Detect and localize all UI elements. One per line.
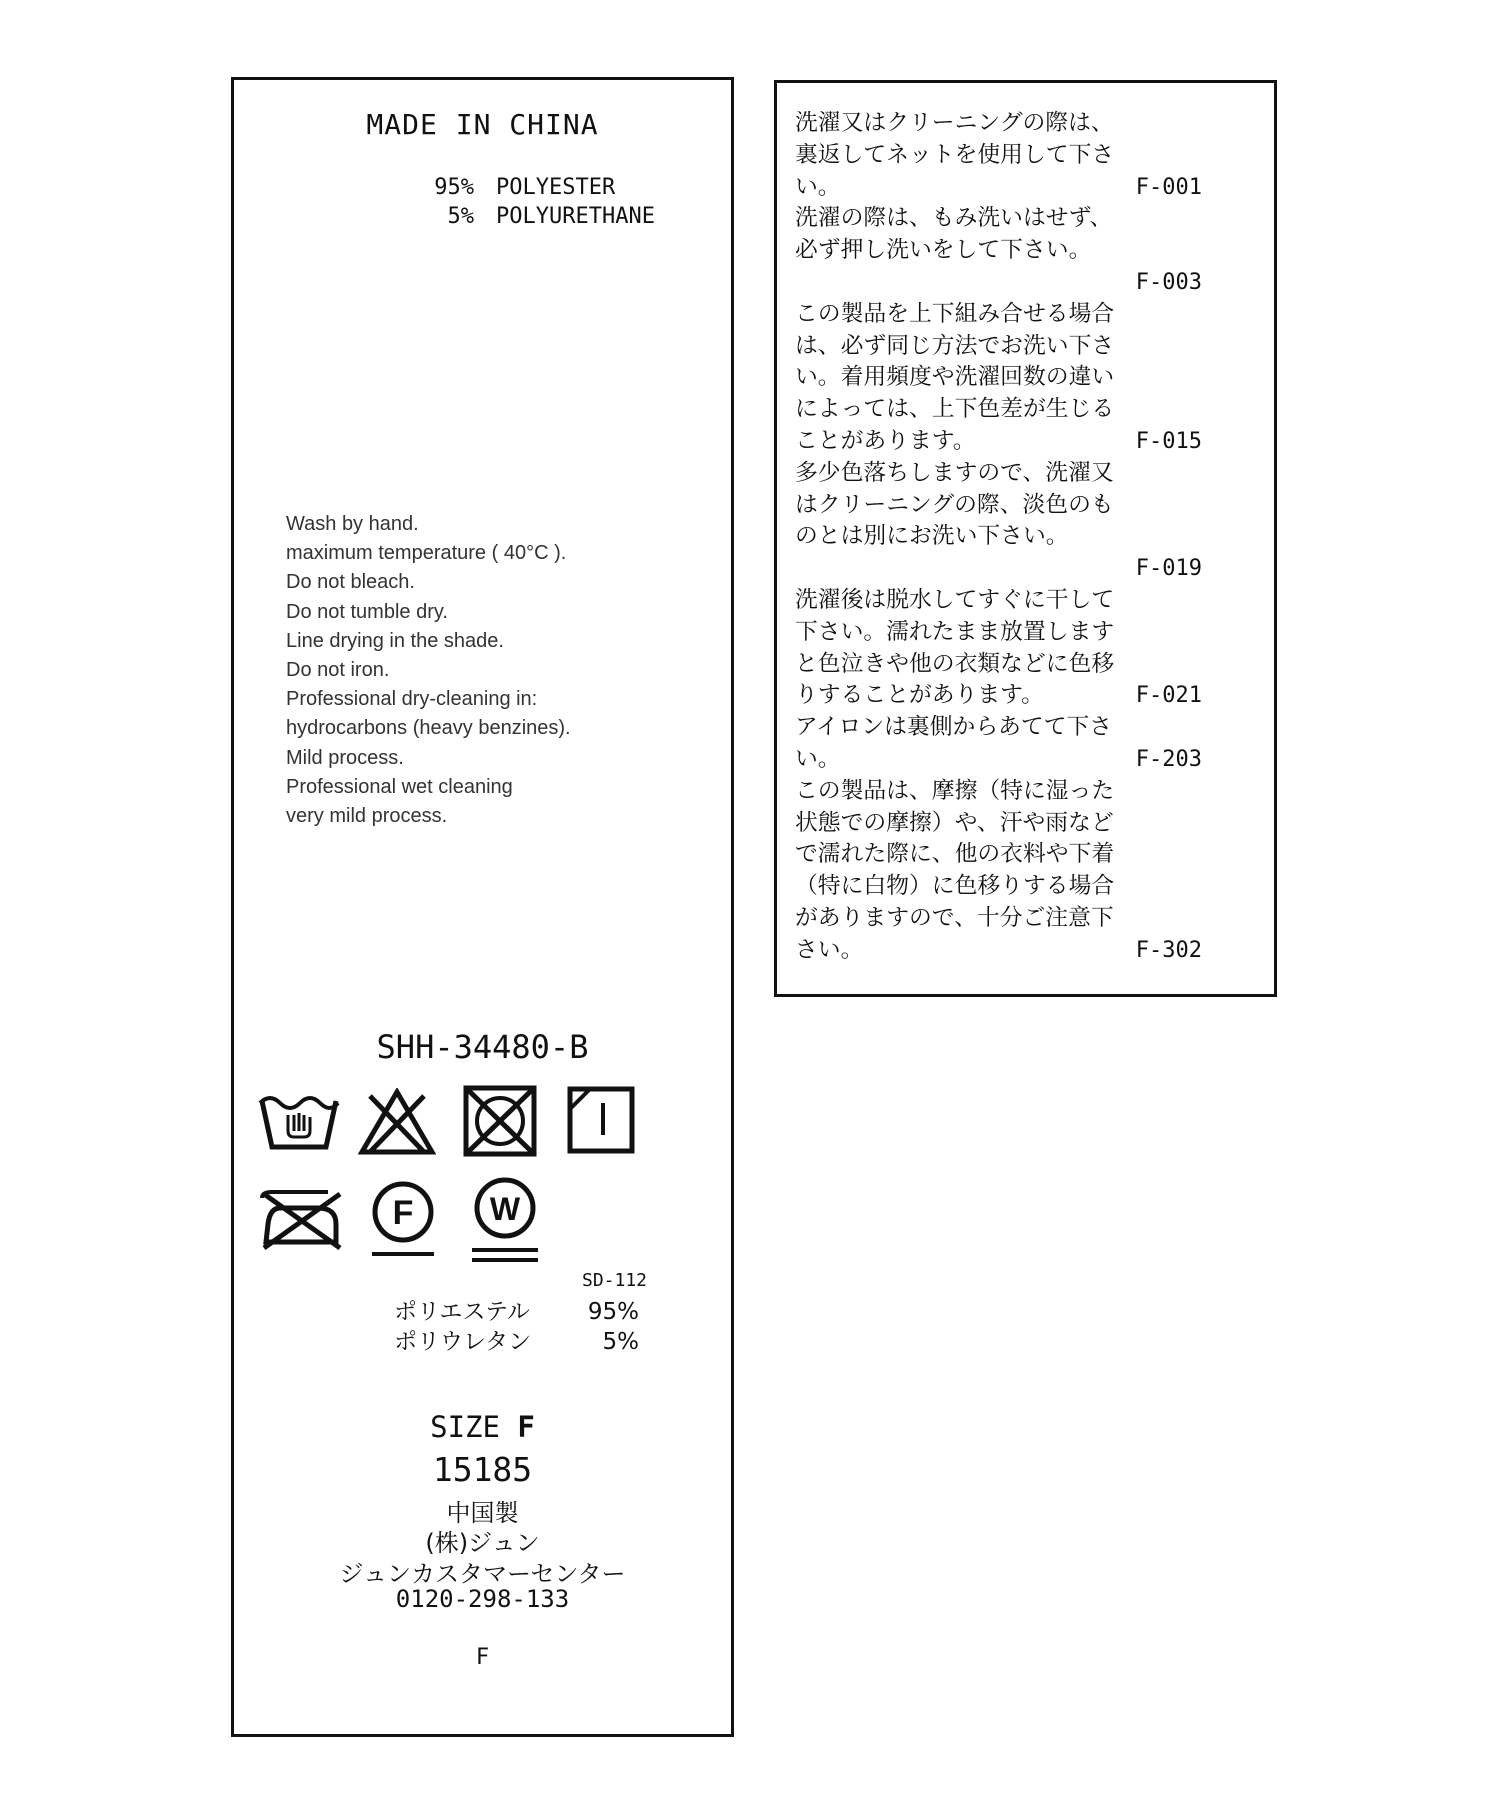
care-instructions-en bbox=[286, 510, 571, 831]
notice-line bbox=[795, 871, 1202, 903]
right-notice-label bbox=[774, 80, 1277, 997]
notice-line bbox=[795, 490, 1202, 522]
wet-clean-w-icon bbox=[470, 1174, 540, 1266]
notice-line bbox=[795, 903, 1202, 935]
size-line bbox=[234, 1410, 731, 1444]
notice-line-text: のとは別にお洗い下さい。 bbox=[795, 523, 1069, 550]
notice-line-text: アイロンは裏側からあてて下さ bbox=[795, 714, 1113, 741]
notice-line-text: 多少色落ちしますので、洗濯又 bbox=[795, 459, 1114, 486]
notice-line bbox=[795, 808, 1202, 840]
style-number: SHH-34480-B bbox=[376, 1028, 589, 1066]
care-line: Mild process. bbox=[286, 746, 404, 769]
made-in-text: MADE IN CHINA bbox=[366, 108, 599, 141]
notice-line bbox=[795, 172, 1202, 204]
notice-line bbox=[795, 203, 1202, 235]
fiber-pct: 5% bbox=[447, 204, 474, 229]
notice-line bbox=[795, 617, 1202, 649]
notice-line-text: この製品を上下組み合せる場合 bbox=[795, 300, 1115, 327]
notice-line bbox=[795, 299, 1202, 331]
fiber-pct: 95% bbox=[434, 175, 474, 200]
left-care-label bbox=[231, 77, 734, 1737]
notice-line-text: この製品は、摩擦（特に湿った bbox=[795, 777, 1115, 804]
fiber-pct-jp: 95% bbox=[587, 1299, 639, 1325]
notice-line bbox=[795, 394, 1202, 426]
care-line: very mild process. bbox=[286, 805, 448, 828]
notice-code: F-302 bbox=[1135, 937, 1202, 963]
notice-code: F-019 bbox=[1135, 556, 1202, 582]
notice-line-text: （特に白物）に色移りする場合 bbox=[795, 873, 1115, 900]
care-line: maximum temperature ( 40°C ). bbox=[286, 542, 567, 565]
notice-line bbox=[795, 267, 1202, 299]
do-not-tumble-dry-icon bbox=[462, 1084, 538, 1158]
dry-clean-f-icon bbox=[370, 1180, 436, 1260]
size-bottom: F bbox=[475, 1645, 490, 1670]
size-label: SIZE bbox=[430, 1410, 500, 1444]
notice-line-text: い。 bbox=[795, 745, 841, 772]
notice-line bbox=[795, 362, 1202, 394]
fiber-name: POLYURETHANE bbox=[496, 204, 655, 229]
notice-line bbox=[795, 140, 1202, 172]
svg-text:F: F bbox=[392, 1194, 414, 1232]
care-line: Do not tumble dry. bbox=[286, 600, 448, 623]
notice-text bbox=[795, 108, 1202, 967]
notice-code: F-001 bbox=[1135, 174, 1202, 200]
size-value: F bbox=[517, 1410, 535, 1444]
notice-line-text: い。着用頻度や洗濯回数の違い bbox=[795, 364, 1115, 391]
notice-line bbox=[795, 108, 1202, 140]
notice-line-text: 状態での摩擦）や、汗や雨など bbox=[795, 809, 1114, 836]
notice-line bbox=[795, 935, 1202, 967]
fiber-row-jp bbox=[394, 1323, 639, 1356]
notice-line bbox=[795, 553, 1202, 585]
notice-line-text: 下さい。濡れたまま放置します bbox=[795, 618, 1115, 645]
notice-line-text: 洗濯後は脱水してすぐに干して bbox=[795, 586, 1115, 613]
notice-line-text: によっては、上下色差が生じる bbox=[795, 396, 1115, 423]
notice-line bbox=[795, 744, 1202, 776]
notice-line-text: 洗濯の際は、もみ洗いはせず、 bbox=[795, 205, 1113, 232]
line-dry-shade-icon bbox=[566, 1085, 636, 1155]
customer-center: ジュンカスタマーセンター bbox=[339, 1560, 626, 1588]
notice-line bbox=[795, 585, 1202, 617]
fiber-pct-jp: 5% bbox=[602, 1329, 639, 1355]
notice-line bbox=[795, 649, 1202, 681]
notice-line-text: 洗濯又はクリーニングの際は、 bbox=[795, 110, 1114, 136]
care-line: Line drying in the shade. bbox=[286, 629, 504, 652]
notice-code: F-021 bbox=[1135, 683, 1202, 709]
company-name: (株)ジュン bbox=[425, 1529, 540, 1557]
notice-line-text: で濡れた際に、他の衣料や下着 bbox=[795, 841, 1115, 868]
notice-line bbox=[795, 776, 1202, 808]
care-line: Professional wet cleaning bbox=[286, 775, 513, 798]
notice-line bbox=[795, 331, 1202, 363]
notice-line-text: と色泣きや他の衣類などに色移 bbox=[795, 650, 1115, 677]
notice-line-text: は、必ず同じ方法でお洗い下さ bbox=[795, 332, 1115, 359]
fiber-row-jp bbox=[394, 1293, 639, 1326]
notice-line-text: はクリーニングの際、淡色のも bbox=[795, 491, 1114, 518]
notice-line-text: りすることがあります。 bbox=[795, 682, 1044, 709]
care-line: Wash by hand. bbox=[286, 513, 419, 535]
notice-line-text: さい。 bbox=[795, 936, 864, 963]
origin-jp: 中国製 bbox=[446, 1499, 519, 1527]
care-line: hydrocarbons (heavy benzines). bbox=[286, 717, 571, 740]
fiber-name-jp: ポリエステル bbox=[394, 1299, 530, 1325]
notice-line-text: い。 bbox=[795, 173, 841, 200]
care-line: Professional dry-cleaning in: bbox=[286, 688, 538, 711]
hand-wash-40-icon bbox=[258, 1087, 340, 1155]
care-line: Do not iron. bbox=[286, 659, 390, 682]
fiber-name-jp: ポリウレタン bbox=[394, 1329, 532, 1355]
notice-line bbox=[795, 235, 1202, 267]
fiber-name: POLYESTER bbox=[496, 175, 616, 200]
do-not-bleach-icon bbox=[358, 1088, 436, 1156]
fiber-row-en bbox=[414, 204, 655, 229]
notice-code: F-003 bbox=[1135, 269, 1202, 295]
notice-line bbox=[795, 458, 1202, 490]
notice-line-text: 必ず押し洗いをして下さい。 bbox=[795, 237, 1092, 264]
phone-number: 0120-298-133 bbox=[395, 1585, 570, 1613]
notice-line bbox=[795, 521, 1202, 553]
svg-text:W: W bbox=[489, 1191, 521, 1227]
sd-code: SD-112 bbox=[582, 1270, 648, 1291]
notice-line bbox=[795, 839, 1202, 871]
do-not-iron-icon bbox=[258, 1188, 344, 1250]
lot-number: 15185 bbox=[432, 1450, 533, 1489]
notice-code: F-203 bbox=[1135, 746, 1202, 772]
notice-line-text: ことがあります。 bbox=[795, 427, 976, 454]
notice-line-text: 裏返してネットを使用して下さ bbox=[795, 141, 1115, 168]
fiber-row-en bbox=[414, 175, 615, 200]
notice-code: F-015 bbox=[1135, 428, 1202, 454]
notice-line bbox=[795, 712, 1202, 744]
care-line: Do not bleach. bbox=[286, 571, 415, 594]
notice-line bbox=[795, 426, 1202, 458]
notice-line bbox=[795, 680, 1202, 712]
notice-line-text: がありますので、十分ご注意下 bbox=[795, 904, 1114, 931]
